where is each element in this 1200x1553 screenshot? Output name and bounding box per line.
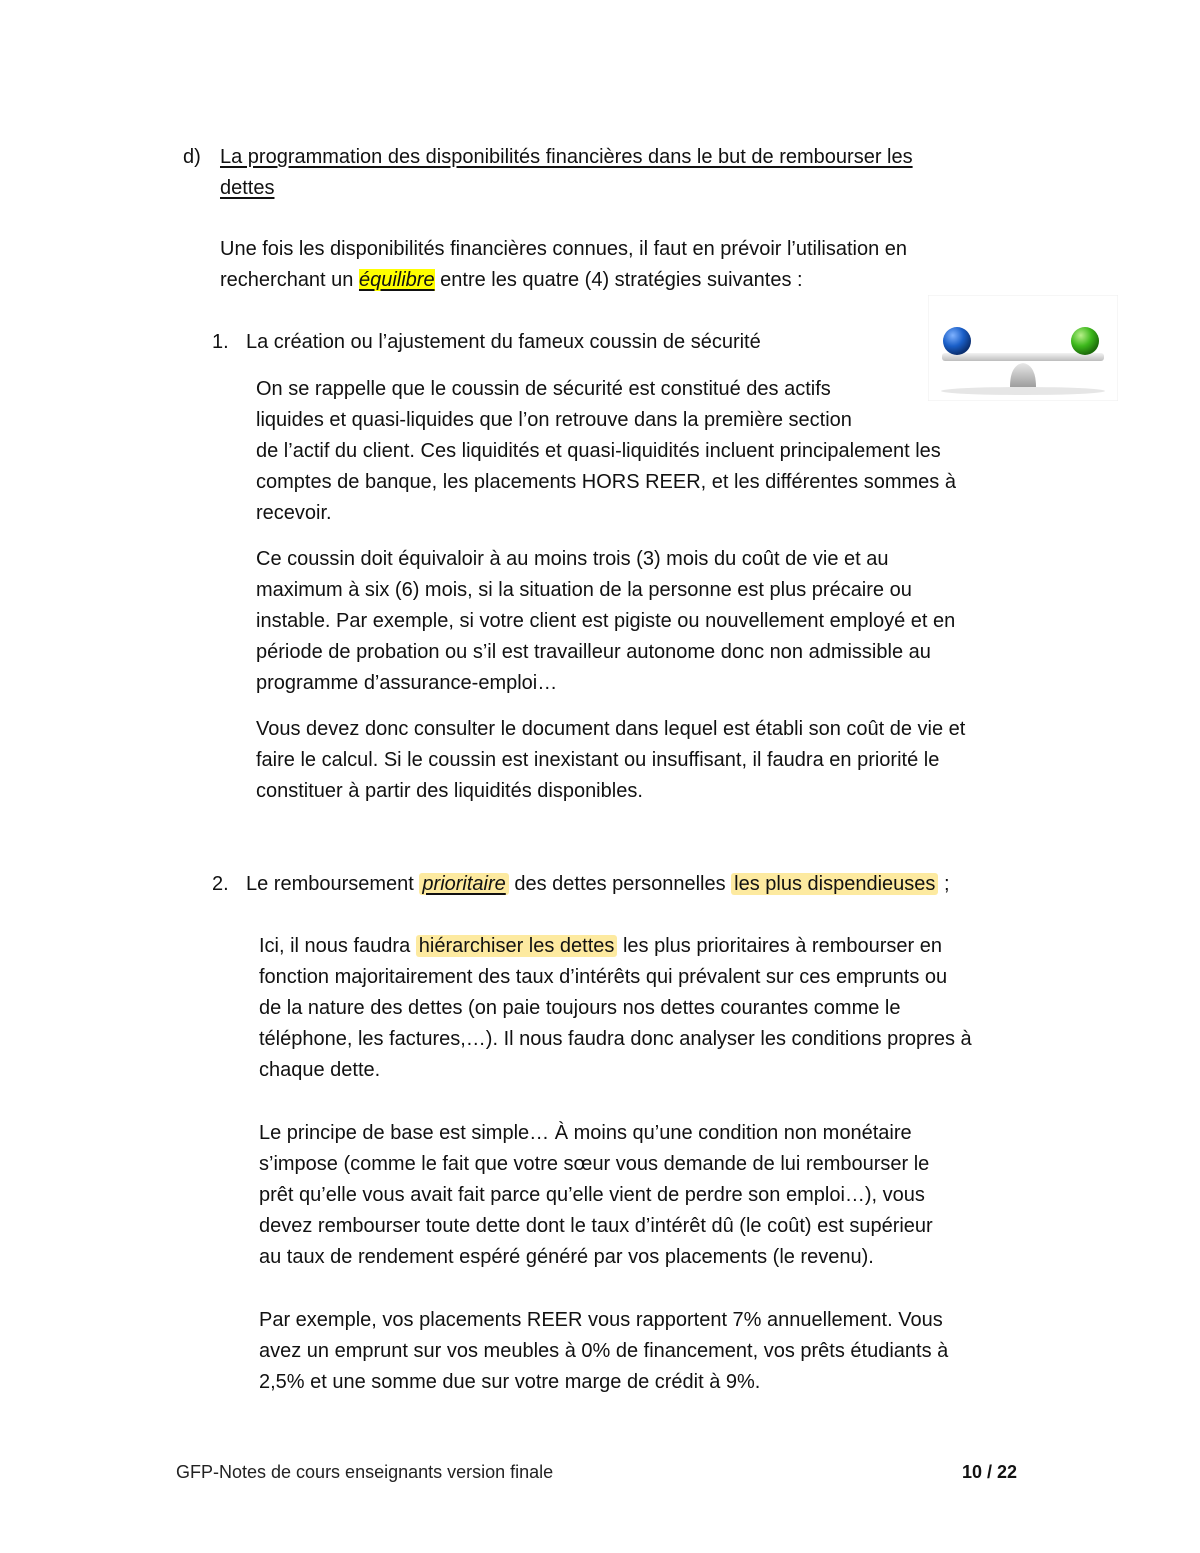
item2-title xyxy=(246,869,950,900)
item2-p1-line1 xyxy=(259,931,942,962)
highlight-hierarchiser: hiérarchiser les dettes xyxy=(416,935,618,957)
item1-p1-line1: On se rappelle que le coussin de sécurité est constitué des actifs xyxy=(256,378,831,400)
section-letter: d) xyxy=(183,146,201,168)
item2-p1-line4: téléphone, les factures,…). Il nous faudra donc analyser les conditions propres à xyxy=(259,1028,972,1050)
highlight-plus-dispendieuses: les plus dispendieuses xyxy=(731,873,938,895)
section-title-line2: dettes xyxy=(220,177,275,199)
item2-p3-line1: Par exemple, vos placements REER vous rapportent 7% annuellement. Vous xyxy=(259,1309,943,1331)
item1-p2-line5: programme d’assurance-emploi… xyxy=(256,672,558,694)
item2-title-c: ; xyxy=(938,873,950,895)
item1-p1-line4: comptes de banque, les placements HORS REER, et les différentes sommes à xyxy=(256,471,956,493)
item1-p2-line2: maximum à six (6) mois, si la situation de la personne est plus précaire ou xyxy=(256,579,912,601)
intro-line2-b: entre les quatre (4) stratégies suivantes : xyxy=(434,269,803,291)
footer-text: GFP-Notes de cours enseignants version finale xyxy=(176,1462,554,1482)
item2-p1-line5: chaque dette. xyxy=(259,1059,381,1081)
item1-p1-line5: recevoir. xyxy=(256,502,332,524)
item1-p3-line1: Vous devez donc consulter le document dans lequel est établi son coût de vie et xyxy=(256,718,966,740)
item1-title: La création ou l’ajustement du fameux coussin de sécurité xyxy=(246,331,761,353)
highlight-equilibre: équilibre xyxy=(358,269,435,291)
page-number: 10 / 22 xyxy=(962,1462,1018,1482)
item2-p3-line2: avez un emprunt sur vos meubles à 0% de financement, vos prêts étudiants à xyxy=(259,1340,949,1362)
item2-p1-line3: de la nature des dettes (on paie toujours nos dettes courantes comme le xyxy=(259,997,901,1019)
item1-number: 1. xyxy=(212,331,229,353)
item2-p3-line3: 2,5% et une somme due sur votre marge de crédit à 9%. xyxy=(259,1371,761,1393)
item1-p1-line2: liquides et quasi-liquides que l’on retrouve dans la première section xyxy=(256,409,852,431)
intro-line2 xyxy=(220,265,803,296)
item2-p1-b: les plus prioritaires à rembourser en xyxy=(617,935,942,957)
intro-line2-a: recherchant un xyxy=(220,269,359,291)
item2-number: 2. xyxy=(212,873,229,895)
item1-p2-line1: Ce coussin doit équivaloir à au moins trois (3) mois du coût de vie et au xyxy=(256,548,889,570)
item2-p1-a: Ici, il nous faudra xyxy=(259,935,416,957)
item1-p3-line2: faire le calcul. Si le coussin est inexistant ou insuffisant, il faudra en priorité le xyxy=(256,749,940,771)
item1-p2-line3: instable. Par exemple, si votre client est pigiste ou nouvellement employé et en xyxy=(256,610,956,632)
item2-p2-line3: prêt qu’elle vous avait fait parce qu’elle vient de perdre son emploi…), vous xyxy=(259,1184,925,1206)
item2-title-b: des dettes personnelles xyxy=(508,873,732,895)
intro-line1: Une fois les disponibilités financières connues, il faut en prévoir l’utilisation en xyxy=(220,238,908,260)
item2-p2-line1: Le principe de base est simple… À moins qu’une condition non monétaire xyxy=(259,1122,912,1144)
highlight-prioritaire: prioritaire xyxy=(419,873,508,895)
item2-p2-line4: devez rembourser toute dette dont le taux d’intérêt dû (le coût) est supérieur xyxy=(259,1215,933,1237)
item1-p3-line3: constituer à partir des liquidités disponibles. xyxy=(256,780,643,802)
item1-p2-line4: période de probation ou s’il est travailleur autonome donc non admissible au xyxy=(256,641,931,663)
item2-p1-line2: fonction majoritairement des taux d’intérêts qui prévalent sur ces emprunts ou xyxy=(259,966,948,988)
item1-p1-line3: de l’actif du client. Ces liquidités et quasi-liquidités incluent principalement les xyxy=(256,440,941,462)
balance-scale-icon xyxy=(928,295,1118,401)
item2-title-a: Le remboursement xyxy=(246,873,420,895)
item2-p2-line2: s’impose (comme le fait que votre sœur vous demande de lui rembourser le xyxy=(259,1153,930,1175)
section-title-line1: La programmation des disponibilités financières dans le but de rembourser les xyxy=(220,146,913,168)
item2-p2-line5: au taux de rendement espéré généré par vos placements (le revenu). xyxy=(259,1246,874,1268)
